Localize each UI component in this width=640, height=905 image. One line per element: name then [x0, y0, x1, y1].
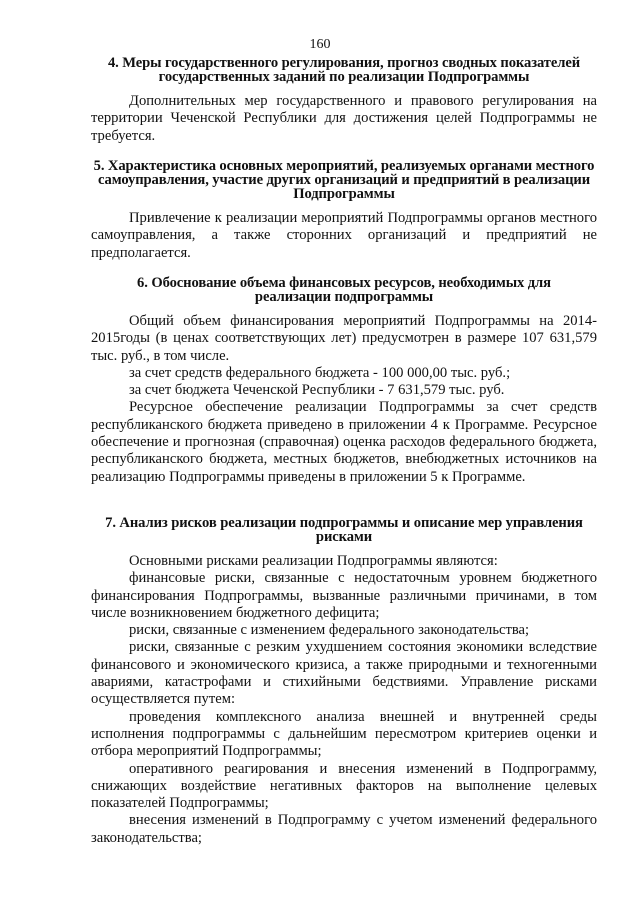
paragraph: оперативного реагирования и внесения изменений в Подпрограмму, снижающих воздействие негативных факторов на выполнение целевых показателей Подпрограммы; — [91, 760, 597, 812]
section-5 — [91, 159, 597, 262]
paragraph: Привлечение к реализации мероприятий Подпрограммы органов местного самоуправления, а также сторонних организаций и предприятий не предполагается. — [91, 210, 597, 261]
paragraph: за счет бюджета Чеченской Республики - 7 631,579 тыс. руб. — [129, 382, 505, 399]
paragraph: Дополнительных мер государственного и правового регулирования на территории Чеченской Республики для достижения целей Подпрограммы не требуется. — [91, 93, 597, 144]
paragraph: проведения комплексного анализа внешней и внутренней среды исполнения подпрограммы с дальнейшим пересмотром критериев оценки и отбора мероприятий Подпрограммы; — [91, 708, 597, 760]
section-7 — [91, 516, 597, 847]
section-6 — [91, 276, 597, 486]
paragraph: Основными рисками реализации Подпрограммы являются: — [129, 553, 498, 569]
paragraph: риски, связанные с изменением федерального законодательства; — [129, 622, 530, 639]
paragraph: Ресурсное обеспечение реализации Подпрограммы за счет средств республиканского бюджета приведено в приложении 4 к Программе. Ресурсное обеспечение и прогнозная (справочная) оценка расходов федерального бюджета, республиканского бюджета, местных бюджетов, внебюджетных источников на реализацию Подпрограммы приведены в приложении 5 к Программе. — [91, 399, 597, 485]
page-number: 160 — [309, 37, 331, 52]
paragraph: за счет средств федерального бюджета - 100 000,00 тыс. руб.; — [129, 364, 511, 381]
section-4 — [91, 56, 597, 145]
paragraph: внесения изменений в Подпрограмму с учетом изменений федерального законодательства; — [91, 812, 597, 846]
section-heading: 5. Характеристика основных мероприятий, реализуемых органами местного самоуправления, участие других организаций и предприятий в реализации Подпрограммы — [93, 158, 595, 202]
section-heading: 4. Меры государственного регулирования, прогноз сводных показателей государственных заданий по реализации Подпрограммы — [107, 55, 581, 85]
section-heading: 7. Анализ рисков реализации подпрограммы и описание мер управления рисками — [105, 515, 583, 545]
paragraph: Общий объем финансирования мероприятий Подпрограммы на 2014-2015годы (в ценах соответствующих лет) предусмотрен в размере 107 631,579 тыс. руб., в том числе. — [91, 313, 597, 364]
paragraph: риски, связанные с резким ухудшением состояния экономики вследствие финансового и экономического кризиса, а также природными и техногенными авариями, катастрофами и стихийными бедствиями. Управление рисками осуществляется путем: — [91, 639, 597, 708]
section-heading: 6. Обоснование объема финансовых ресурсов, необходимых для реализации подпрограммы — [137, 275, 551, 305]
paragraph: финансовые риски, связанные с недостаточным уровнем бюджетного финансирования Подпрограммы, вызванные различными причинами, в том числе возникновением бюджетного дефицита; — [91, 570, 597, 621]
